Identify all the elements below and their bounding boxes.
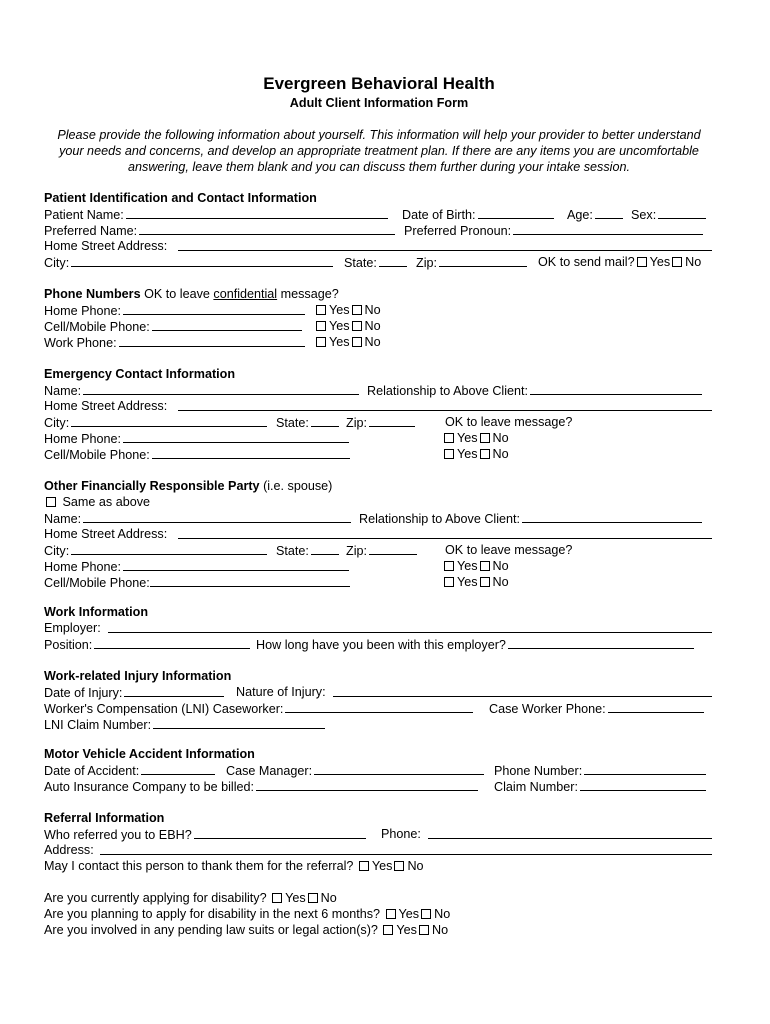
disability-q3-no-checkbox[interactable] [419, 925, 429, 935]
injury-date-label: Date of Injury: [44, 686, 123, 700]
referral-phone-field[interactable] [428, 826, 712, 839]
financial-zip-field[interactable] [369, 542, 417, 555]
work-phone-label: Work Phone: [44, 336, 117, 350]
patient-city-field[interactable] [71, 254, 333, 267]
patient-state-label: State: [344, 256, 377, 270]
referred-by-field[interactable] [194, 826, 366, 839]
emergency-state-field[interactable] [311, 414, 339, 427]
referral-address-field[interactable] [100, 842, 712, 855]
lni-claim-label: LNI Claim Number: [44, 718, 152, 732]
home-phone-yes-checkbox[interactable] [316, 305, 326, 315]
send-mail-yes-checkbox[interactable] [637, 257, 647, 267]
patient-state-field[interactable] [379, 254, 407, 267]
cell-phone-yes-checkbox[interactable] [316, 321, 326, 331]
financial-cell-phone-label: Cell/Mobile Phone: [44, 576, 150, 590]
preferred-name-field[interactable] [139, 222, 395, 235]
emergency-cell-no-checkbox[interactable] [480, 449, 490, 459]
financial-city-label: City: [44, 544, 70, 558]
home-phone-field[interactable] [123, 302, 305, 315]
financial-name-label: Name: [44, 512, 82, 526]
financial-home-phone-label: Home Phone: [44, 560, 122, 574]
case-manager-label: Case Manager: [226, 764, 313, 778]
emergency-home-phone-field[interactable] [123, 430, 349, 443]
disability-q2-label: Are you planning to apply for disability in the next 6 months? [44, 907, 381, 921]
cell-phone-no-checkbox[interactable] [352, 321, 362, 331]
emergency-city-label: City: [44, 416, 70, 430]
preferred-name-label: Preferred Name: [44, 224, 138, 238]
financial-state-label: State: [276, 544, 309, 558]
financial-state-field[interactable] [311, 542, 339, 555]
financial-relationship-field[interactable] [522, 510, 702, 523]
form-subtitle: Adult Client Information Form [289, 96, 469, 110]
home-phone-no-checkbox[interactable] [352, 305, 362, 315]
patient-heading: Patient Identification and Contact Information [44, 191, 317, 205]
age-label: Age: [567, 208, 593, 222]
patient-address-label: Home Street Address: [44, 239, 168, 253]
work-phone-no-checkbox[interactable] [352, 337, 362, 347]
emergency-address-label: Home Street Address: [44, 399, 168, 413]
position-label: Position: [44, 638, 93, 652]
sex-field[interactable] [658, 206, 706, 219]
emergency-cell-phone-field[interactable] [152, 446, 350, 459]
pronoun-label: Preferred Pronoun: [404, 224, 512, 238]
dob-field[interactable] [478, 206, 554, 219]
referral-contact-no-checkbox[interactable] [394, 861, 404, 871]
emergency-zip-field[interactable] [369, 414, 415, 427]
claim-number-label: Claim Number: [494, 780, 578, 794]
referred-by-label: Who referred you to EBH? [44, 828, 192, 842]
employer-field[interactable] [108, 620, 712, 633]
vehicle-heading: Motor Vehicle Accident Information [44, 747, 255, 761]
patient-name-label: Patient Name: [44, 208, 124, 222]
disability-q3-yes-checkbox[interactable] [383, 925, 393, 935]
emergency-home-yes-checkbox[interactable] [444, 433, 454, 443]
injury-heading: Work-related Injury Information [44, 669, 232, 683]
same-as-above-checkbox[interactable] [46, 497, 56, 507]
emergency-ok-message-label: OK to leave message? [445, 415, 573, 429]
financial-city-field[interactable] [71, 542, 267, 555]
emergency-name-field[interactable] [83, 382, 359, 395]
pronoun-field[interactable] [513, 222, 703, 235]
insurance-label: Auto Insurance Company to be billed: [44, 780, 255, 794]
patient-address-field[interactable] [178, 238, 712, 251]
emergency-name-label: Name: [44, 384, 82, 398]
financial-home-yes-checkbox[interactable] [444, 561, 454, 571]
patient-name-field[interactable] [126, 206, 388, 219]
accident-date-field[interactable] [141, 762, 215, 775]
referral-phone-label: Phone: [381, 827, 421, 841]
financial-cell-phone-field[interactable] [150, 574, 350, 587]
insurance-field[interactable] [256, 778, 478, 791]
financial-cell-no-checkbox[interactable] [480, 577, 490, 587]
referral-address-label: Address: [44, 843, 94, 857]
emergency-cell-yes-checkbox[interactable] [444, 449, 454, 459]
emergency-zip-label: Zip: [346, 416, 367, 430]
emergency-state-label: State: [276, 416, 309, 430]
financial-address-field[interactable] [178, 526, 712, 539]
financial-ok-message-label: OK to leave message? [445, 543, 573, 557]
intro-text: Please provide the following information about yourself. This information will help your provider to better understand your needs and concerns, and develop an appropriate treatment plan. If there are any items you are uncomfortable answering, leave them blank and you can discuss them further during your intake session. [57, 128, 701, 174]
age-field[interactable] [595, 206, 623, 219]
financial-address-label: Home Street Address: [44, 527, 168, 541]
accident-date-label: Date of Accident: [44, 764, 140, 778]
send-mail-no-checkbox[interactable] [672, 257, 682, 267]
caseworker-phone-field[interactable] [608, 700, 704, 713]
emergency-address-field[interactable] [178, 398, 712, 411]
how-long-field[interactable] [508, 636, 694, 649]
emergency-home-no-checkbox[interactable] [480, 433, 490, 443]
disability-q1-label: Are you currently applying for disability? [44, 891, 267, 905]
referral-contact-label: May I contact this person to thank them for the referral? [44, 859, 354, 873]
work-heading: Work Information [44, 605, 149, 619]
emergency-city-field[interactable] [71, 414, 267, 427]
financial-relationship-label: Relationship to Above Client: [359, 512, 521, 526]
caseworker-field[interactable] [285, 700, 473, 713]
caseworker-phone-label: Case Worker Phone: [489, 702, 606, 716]
emergency-home-phone-label: Home Phone: [44, 432, 122, 446]
emergency-relationship-field[interactable] [530, 382, 702, 395]
cell-phone-label: Cell/Mobile Phone: [44, 320, 150, 334]
injury-nature-field[interactable] [333, 684, 712, 697]
how-long-label: How long have you been with this employer? [256, 638, 506, 652]
disability-q1-no-checkbox[interactable] [308, 893, 318, 903]
patient-city-label: City: [44, 256, 70, 270]
caseworker-label: Worker's Compensation (LNI) Caseworker: [44, 702, 284, 716]
vehicle-phone-label: Phone Number: [494, 764, 583, 778]
claim-number-field[interactable] [580, 778, 706, 791]
disability-q3-label: Are you involved in any pending law suits or legal action(s)? [44, 923, 378, 937]
same-as-above-label: Same as above [62, 495, 151, 509]
cell-phone-field[interactable] [152, 318, 302, 331]
financial-home-no-checkbox[interactable] [480, 561, 490, 571]
financial-name-field[interactable] [83, 510, 351, 523]
dob-label: Date of Birth: [402, 208, 476, 222]
phone-heading: Phone Numbers [44, 287, 141, 301]
emergency-heading: Emergency Contact Information [44, 367, 236, 381]
patient-zip-field[interactable] [439, 254, 527, 267]
position-field[interactable] [94, 636, 250, 649]
emergency-relationship-label: Relationship to Above Client: [367, 384, 529, 398]
sex-label: Sex: [631, 208, 657, 222]
financial-home-phone-field[interactable] [123, 558, 349, 571]
work-phone-yes-checkbox[interactable] [316, 337, 326, 347]
patient-zip-label: Zip: [416, 256, 437, 270]
lni-claim-field[interactable] [153, 716, 325, 729]
phone-heading-line: Phone Numbers OK to leave confidential message? [44, 287, 339, 301]
financial-cell-yes-checkbox[interactable] [444, 577, 454, 587]
form-title: Evergreen Behavioral Health [263, 74, 495, 93]
injury-date-field[interactable] [124, 684, 224, 697]
send-mail-label: OK to send mail? [538, 255, 635, 269]
disability-q1-yes-checkbox[interactable] [272, 893, 282, 903]
referral-heading: Referral Information [44, 811, 165, 825]
home-phone-label: Home Phone: [44, 304, 122, 318]
financial-heading-line: Other Financially Responsible Party (i.e. spouse) [44, 479, 333, 493]
financial-heading: Other Financially Responsible Party [44, 479, 260, 493]
disability-q2-no-checkbox[interactable] [421, 909, 431, 919]
injury-nature-label: Nature of Injury: [236, 685, 326, 699]
case-manager-field[interactable] [314, 762, 484, 775]
vehicle-phone-field[interactable] [584, 762, 706, 775]
financial-zip-label: Zip: [346, 544, 367, 558]
disability-q2-yes-checkbox[interactable] [386, 909, 396, 919]
emergency-cell-phone-label: Cell/Mobile Phone: [44, 448, 150, 462]
referral-contact-yes-checkbox[interactable] [359, 861, 369, 871]
employer-label: Employer: [44, 621, 101, 635]
work-phone-field[interactable] [119, 334, 305, 347]
